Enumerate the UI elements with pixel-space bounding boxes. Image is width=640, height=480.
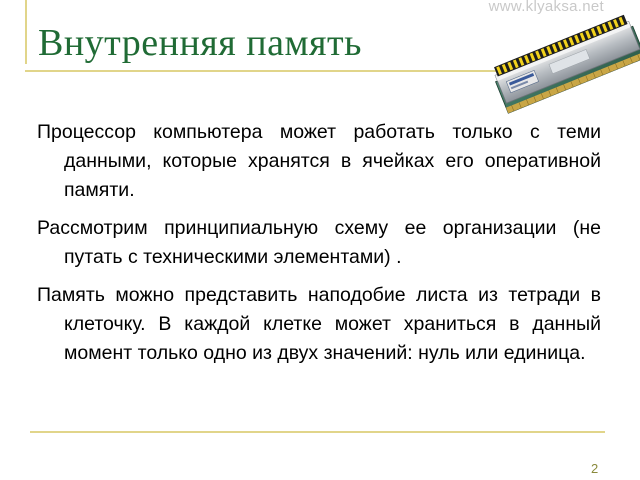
- ram-module-image: [492, 14, 640, 114]
- slide-title: Внутренняя память: [38, 22, 362, 64]
- paragraph-processor: Процессор компьютера может работать только с теми данными, которые хранятся в ячейках его оперативной памяти.: [37, 121, 601, 201]
- slide-body: [37, 118, 601, 377]
- footer-rule: [30, 431, 605, 433]
- watermark: www.klyaksa.net: [488, 0, 604, 15]
- paragraph-memory-grid: Память можно представить наподобие листа из тетради в клеточку. В каждой клетке может храниться в данный момент только одно из двух значений: нуль или единица.: [37, 284, 601, 364]
- left-accent-rule: [25, 0, 27, 64]
- paragraph-scheme: Рассмотрим принципиальную схему ее организации (не путать с техническими элементами) .: [37, 217, 601, 268]
- title-underline-rule: [25, 70, 500, 72]
- page-number: 2: [591, 461, 599, 476]
